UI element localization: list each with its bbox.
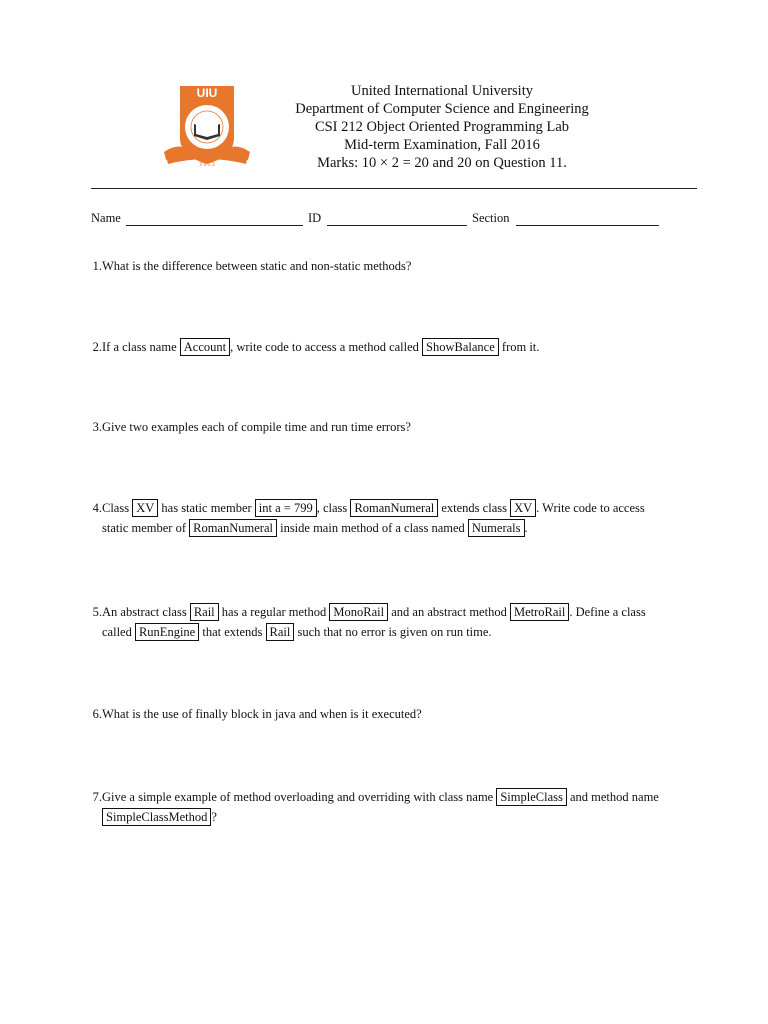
question-text-segment: extends class (438, 501, 511, 515)
code-identifier-box: RomanNumeral (350, 499, 438, 517)
question-text (102, 417, 411, 437)
university-name: United International University (350, 83, 533, 99)
question-text (102, 602, 646, 642)
logo-top-text: UIU (196, 86, 218, 100)
university-logo (160, 80, 254, 170)
question-text-segment: . (524, 521, 528, 535)
code-identifier-box: MetroRail (510, 603, 569, 621)
name-blank[interactable] (126, 225, 303, 226)
question-text-segment: such that no error is given on run time. (294, 625, 492, 639)
question-text-segment: ? (211, 810, 217, 824)
header-divider (91, 188, 697, 189)
question-text-segment: static member of (102, 521, 190, 535)
question-number: 3. (92, 420, 102, 434)
question-text (102, 787, 659, 827)
code-identifier-box: Rail (190, 603, 219, 621)
question-number: 1. (92, 259, 102, 273)
question-text (102, 337, 539, 357)
question-text-segment: . Define a class (569, 605, 646, 619)
course-title: CSI 212 Object Oriented Programming Lab (314, 119, 570, 135)
question-text-segment: and method name (566, 790, 659, 804)
code-identifier-box: RunEngine (135, 623, 199, 641)
code-identifier-box: SimpleClassMethod (102, 808, 211, 826)
question-text-segment: An abstract class (102, 605, 190, 619)
question-text-segment: and an abstract method (388, 605, 510, 619)
question-text-segment: has a regular method (218, 605, 330, 619)
code-identifier-box: SimpleClass (496, 788, 567, 806)
question-text-segment: inside main method of a class named (276, 521, 468, 535)
code-identifier-box: Rail (266, 623, 295, 641)
exam-header (270, 82, 614, 172)
code-identifier-box: RomanNumeral (189, 519, 277, 537)
code-identifier-box: Account (180, 338, 230, 356)
name-label: Name (91, 211, 121, 225)
question-text-segment: that extends (199, 625, 266, 639)
question-text-segment: , class (316, 501, 351, 515)
id-label: ID (308, 211, 322, 225)
question-number: 6. (92, 707, 102, 721)
department-name: Department of Computer Science and Engineering (295, 101, 589, 117)
student-info-fields (91, 211, 697, 231)
question-text (102, 498, 645, 538)
section-label: Section (472, 211, 510, 225)
logo-established: 2 0 0 3 (199, 162, 215, 168)
id-blank[interactable] (327, 225, 467, 226)
question-number: 4. (92, 501, 102, 515)
question-text-segment: What is the difference between static and non-static methods? (102, 259, 412, 273)
question-text-segment: Give a simple example of method overloading and overriding with class name (102, 790, 497, 804)
code-identifier-box: int a = 799 (255, 499, 317, 517)
question-number: 7. (92, 790, 102, 804)
code-identifier-box: XV (132, 499, 158, 517)
question-text (102, 704, 422, 724)
exam-title: Mid-term Examination, Fall 2016 (344, 137, 540, 153)
question-text-segment: has static member (158, 501, 255, 515)
question-number: 2. (92, 340, 102, 354)
question-text-segment: If a class name (102, 340, 180, 354)
question-text-segment: , write code to access a method called (230, 340, 423, 354)
code-identifier-box: MonoRail (329, 603, 388, 621)
question-text-segment: Give two examples each of compile time and run time errors? (102, 420, 411, 434)
code-identifier-box: Numerals (468, 519, 525, 537)
question-number: 5. (92, 605, 102, 619)
question-text-segment: Class (102, 501, 133, 515)
question-text (102, 256, 411, 276)
code-identifier-box: ShowBalance (422, 338, 499, 356)
question-text-segment: called (102, 625, 135, 639)
code-identifier-box: XV (510, 499, 536, 517)
question-text-segment: What is the use of finally block in java and when is it executed? (102, 707, 422, 721)
question-text-segment: . Write code to access (536, 501, 645, 515)
question-text-segment: from it. (498, 340, 540, 354)
section-blank[interactable] (516, 225, 659, 226)
marks-info: Marks: 10 × 2 = 20 and 20 on Question 11. (317, 155, 567, 171)
